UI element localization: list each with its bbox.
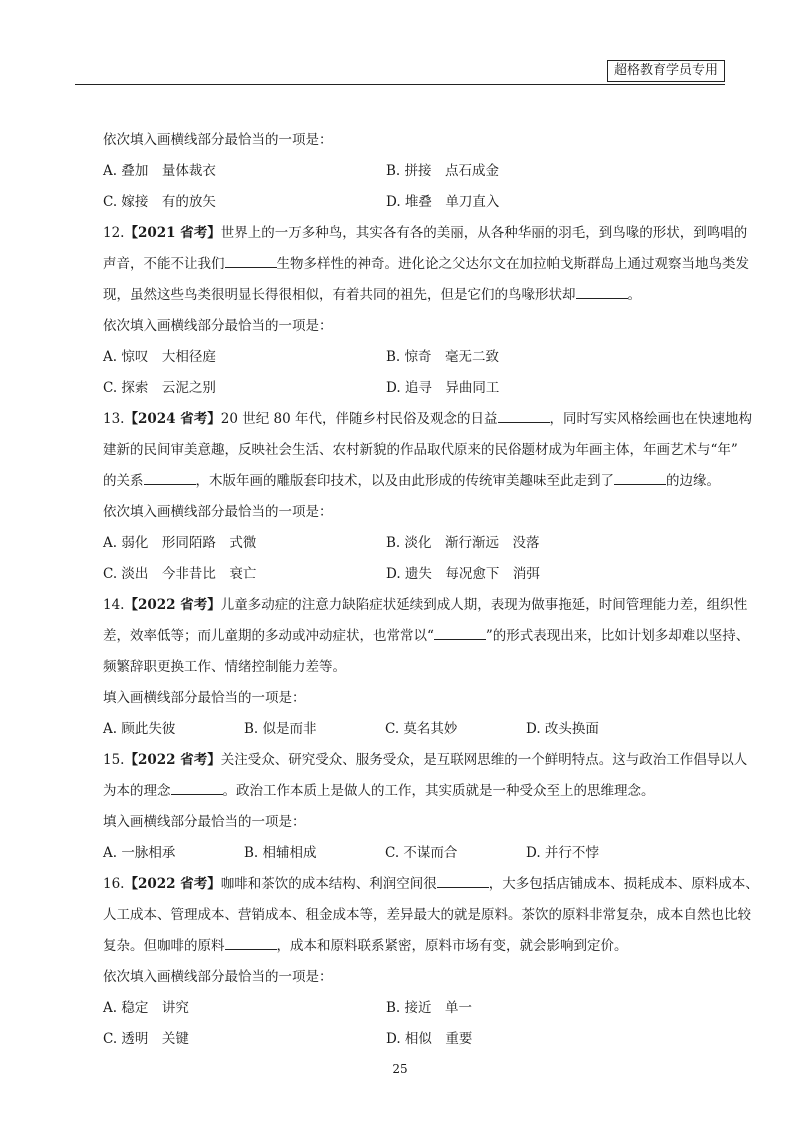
option-d: D. 堆叠 单刀直入 <box>386 194 500 210</box>
question-text: 人工成本、管理成本、营销成本、租金成本等，差异最大的就是原料。茶饮的原料非常复杂，成本自然也比较 <box>103 907 751 923</box>
option-b: B. 惊奇 毫无二致 <box>386 349 500 365</box>
question-text: 频繁辞职更换工作、情绪控制能力差等。 <box>103 659 346 675</box>
question-source: 【2022 省考】 <box>124 876 221 892</box>
question-text: ，大多包括店铺成本、损耗成本、原料成本、 <box>488 876 759 892</box>
question-12-line-3 <box>103 280 725 311</box>
question-number: 14. <box>103 597 125 613</box>
question-text: 。政治工作本质上是做人的工作，其实质就是一种受众至上的思维理念。 <box>222 783 655 799</box>
option-c: C. 透明 关键 <box>103 1031 189 1047</box>
options-row <box>103 1024 725 1055</box>
question-13-line-3 <box>103 466 725 497</box>
options-row <box>103 187 725 218</box>
option-a: A. 叠加 量体裁衣 <box>103 163 216 179</box>
question-text: 儿童多动症的注意力缺陷症状延续到成人期，表现为做事拖延，时间管理能力差，组织性 <box>220 597 748 613</box>
question-number: 16. <box>103 876 125 892</box>
question-text: 。 <box>627 287 641 303</box>
question-14-line-3 <box>103 652 725 683</box>
fill-blank <box>144 470 196 485</box>
option-c: C. 嫁接 有的放矢 <box>103 194 216 210</box>
fill-blank <box>576 284 628 299</box>
fill-blank <box>225 253 277 268</box>
header-rule <box>75 84 725 85</box>
question-number: 13. <box>103 411 125 427</box>
options-row <box>103 373 725 404</box>
option-b: B. 接近 单一 <box>386 1000 473 1016</box>
question-15-line-1 <box>103 745 748 776</box>
question-text: 复杂。但咖啡的原料 <box>103 938 225 954</box>
question-text: 的边缘。 <box>666 473 720 489</box>
options-row <box>103 559 725 590</box>
page-content <box>103 125 759 1055</box>
question-source: 【2022 省考】 <box>124 752 221 768</box>
option-c: C. 不谋而合 <box>385 845 458 861</box>
question-prompt: 依次填入画横线部分最恰当的一项是： <box>103 969 333 985</box>
question-text: ，同时写实风格绘画也在快速地构 <box>549 411 752 427</box>
question-14-line-1 <box>103 590 748 621</box>
question-text: ”的形式表现出来，比如计划多却难以坚持、 <box>485 628 750 644</box>
question-text: 关注受众、研究受众、服务受众，是互联网思维的一个鲜明特点。这与政治工作倡导以人 <box>220 752 748 768</box>
option-b: B. 拼接 点石成金 <box>386 163 500 179</box>
options-row <box>103 838 725 869</box>
question-text: 声音，不能不让我们 <box>103 256 225 272</box>
question-13-line-2 <box>103 435 738 466</box>
question-13-line-1 <box>103 404 752 435</box>
question-text: 20 世纪 80 年代，伴随乡村民俗及观念的日益 <box>220 411 498 427</box>
option-d: D. 相似 重要 <box>386 1031 473 1047</box>
fill-blank <box>225 935 277 950</box>
option-d: D. 追寻 异曲同工 <box>386 380 500 396</box>
question-16-line-3 <box>103 931 725 962</box>
question-source: 【2024 省考】 <box>124 411 221 427</box>
option-a: A. 稳定 讲究 <box>103 1000 189 1016</box>
question-source: 【2021 省考】 <box>124 225 221 241</box>
question-number: 12. <box>103 225 125 241</box>
option-a: A. 顾此失彼 <box>103 721 176 737</box>
question-16-line-2 <box>103 900 751 931</box>
options-row <box>103 714 725 745</box>
question-text: 的关系 <box>103 473 144 489</box>
question-16-line-1 <box>103 869 759 900</box>
question-text: 世界上的一万多种鸟，其实各有各的美丽，从各种华丽的羽毛，到鸟喙的形状，到鸣唱的 <box>220 225 748 241</box>
question-source: 【2022 省考】 <box>124 597 221 613</box>
header-badge: 超格教育学员专用 <box>607 60 725 82</box>
question-text: 咖啡和茶饮的成本结构、利润空间很 <box>220 876 437 892</box>
question-text: 差，效率低等；而儿童期的多动或冲动症状，也常常以“ <box>103 628 434 644</box>
option-c: C. 探索 云泥之别 <box>103 380 216 396</box>
question-15-line-2 <box>103 776 725 807</box>
options-row <box>103 156 725 187</box>
question-number: 15. <box>103 752 125 768</box>
option-c: C. 莫名其妙 <box>385 721 458 737</box>
option-a: A. 一脉相承 <box>103 845 176 861</box>
fill-blank <box>437 873 489 888</box>
fill-blank <box>171 780 223 795</box>
question-prompt: 依次填入画横线部分最恰当的一项是： <box>103 504 333 520</box>
option-c: C. 淡出 今非昔比 衰亡 <box>103 566 257 582</box>
option-b: B. 相辅相成 <box>244 845 317 861</box>
question-text: 生物多样性的神奇。进化论之父达尔文在加拉帕戈斯群岛上通过观察当地鸟类发 <box>276 256 749 272</box>
option-b: B. 淡化 渐行渐远 没落 <box>386 535 540 551</box>
option-b: B. 似是而非 <box>244 721 317 737</box>
question-14-line-2 <box>103 621 750 652</box>
option-a: A. 弱化 形同陌路 式微 <box>103 535 257 551</box>
options-row <box>103 528 725 559</box>
question-text: 为本的理念 <box>103 783 171 799</box>
question-text: ，木版年画的雕版套印技术，以及由此形成的传统审美趣味至此走到了 <box>195 473 614 489</box>
fill-blank <box>614 470 666 485</box>
question-prompt: 依次填入画横线部分最恰当的一项是： <box>103 132 333 148</box>
question-prompt: 填入画横线部分最恰当的一项是： <box>103 690 306 706</box>
options-row <box>103 993 725 1024</box>
option-d: D. 并行不悖 <box>526 845 599 861</box>
option-d: D. 遗失 每况愈下 消弭 <box>386 566 540 582</box>
question-12-line-2 <box>103 249 749 280</box>
question-prompt: 填入画横线部分最恰当的一项是： <box>103 814 306 830</box>
question-text: 建新的民间审美意趣，反映社会生活、农村新貌的作品取代原来的民俗题材成为年画主体，年画艺术与“年” <box>103 442 738 458</box>
fill-blank <box>498 408 550 423</box>
page-number: 25 <box>392 1062 408 1076</box>
question-prompt: 依次填入画横线部分最恰当的一项是： <box>103 318 333 334</box>
question-text: 现，虽然这些鸟类很明显长得很相似，有着共同的祖先，但是它们的鸟喙形状却 <box>103 287 576 303</box>
options-row <box>103 342 725 373</box>
option-d: D. 改头换面 <box>526 721 599 737</box>
option-a: A. 惊叹 大相径庭 <box>103 349 216 365</box>
question-12-line-1 <box>103 218 748 249</box>
fill-blank <box>434 625 486 640</box>
question-text: ，成本和原料联系紧密，原料市场有变，就会影响到定价。 <box>276 938 628 954</box>
